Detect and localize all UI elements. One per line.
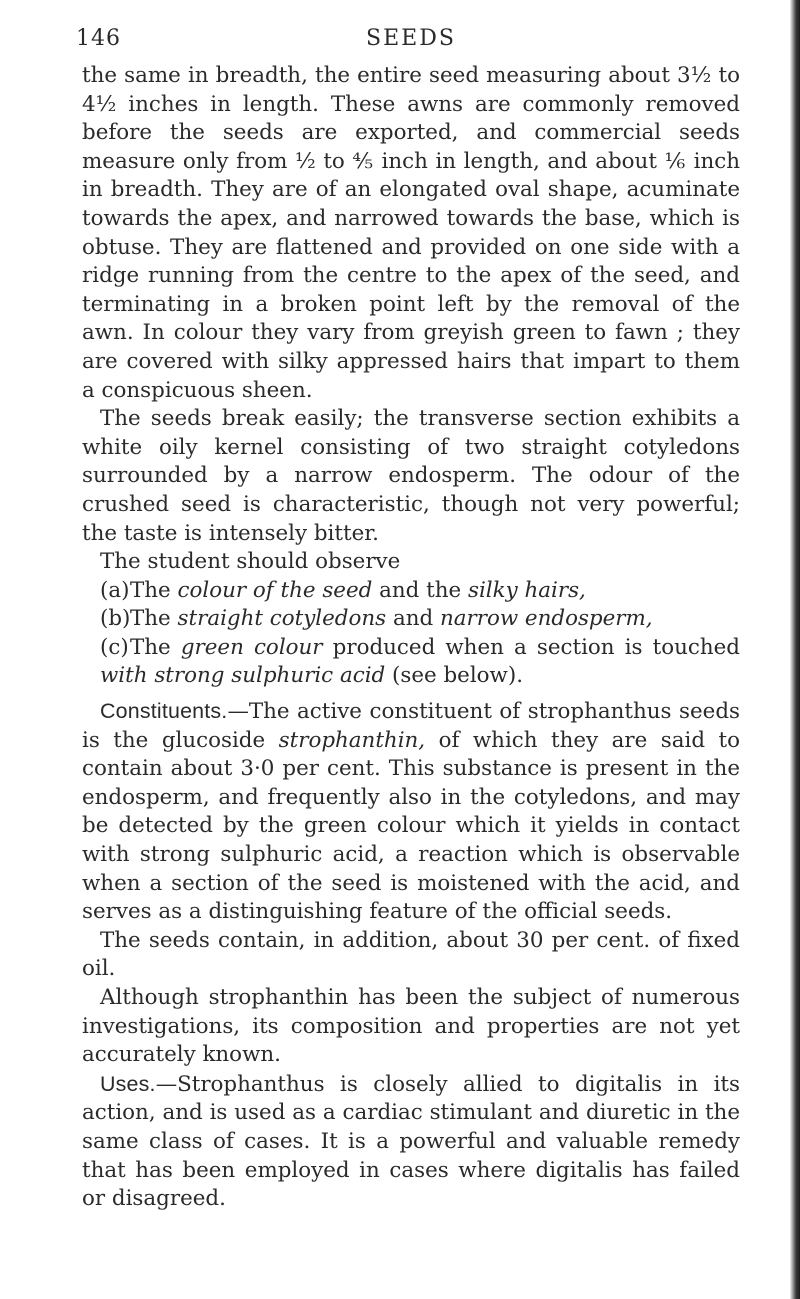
paragraph-constituents (82, 697, 740, 927)
page-number: 146 (76, 26, 121, 51)
observe-item-text: The (130, 577, 178, 603)
constituents-text: of which they are said to contain about 3·0 per cent. This substance is present in the endosperm, and frequently also in the cotyledons, and may be detected by the green colour which it yields in contact with strong sulphuric acid, a reaction which is observable when a section of the seed is moistened with the acid, and serves as a distinguishing feature of the official seeds. (82, 727, 740, 925)
paragraph-section-description: The seeds break easily; the transverse section exhibits a white oily kernel consisting of two straight cotyledons surrounded by a narrow endosperm. The odour of the crushed seed is characteristic, though not very powerful; the taste is intensely bitter. (82, 406, 740, 546)
constituents-heading: Constituents. (100, 699, 228, 724)
running-title: SEEDS (366, 26, 456, 51)
observe-item-marker: (a) (100, 577, 130, 603)
observe-item-a (82, 577, 740, 606)
observe-item-emphasis: straight cotyledons (177, 606, 387, 632)
page-edge-shadow (790, 0, 800, 1299)
observe-intro: The student should observe (100, 549, 401, 575)
constituents-emphasis: strophanthin, (278, 727, 426, 753)
observe-item-emphasis: green colour (180, 634, 323, 660)
paragraph-fixed-oil: The seeds contain, in addition, about 30 per cent. of fixed oil. (82, 927, 740, 982)
observe-item-text: and (386, 606, 440, 632)
uses-heading: Uses. (100, 1071, 156, 1096)
paragraph-strophanthin: Although strophanthin has been the subject of numerous investigations, its composition and properties are not yet accurately known. (82, 985, 740, 1068)
observe-item-marker: (b) (100, 606, 131, 632)
observe-item-emphasis: with strong sulphuric acid (100, 663, 386, 689)
observe-item-emphasis: narrow endosperm, (439, 606, 653, 632)
page-body (82, 62, 740, 1214)
observe-item-text: and the (372, 577, 468, 603)
observe-item-text: produced when a section is touched (322, 634, 740, 660)
observe-item-marker: (c) (100, 634, 129, 660)
observe-item-emphasis: colour of the seed (177, 577, 373, 603)
observe-item-text: The (130, 634, 181, 660)
uses-text: —Strophanthus is closely allied to digitalis in its action, and is used as a cardiac stimulant and diuretic in the same class of cases. It is a powerful and valuable remedy that has been employed in cases where digitalis has failed or disagreed. (82, 1071, 740, 1212)
paragraph-seed-description: the same in breadth, the entire seed measuring about 3½ to 4½ inches in length. These awns are commonly removed before the seeds are exported, and commercial seeds measure only from ½ to ⅘ inch in length, and about ⅙ inch in breadth. They are of an elongated oval shape, acuminate towards the apex, and narrowed towards the base, which is obtuse. They are flattened and provided on one side with a ridge running from the centre to the apex of the seed, and terminating in a broken point left by the removal of the awn. In colour they vary from greyish green to fawn ; they are covered with silky appressed hairs that impart to them a conspicuous sheen. (82, 63, 740, 403)
observe-item-text: The (130, 606, 178, 632)
observe-item-b (82, 605, 740, 634)
observe-item-text: (see below). (385, 663, 523, 689)
observe-item-emphasis: silky hairs, (467, 577, 586, 603)
paragraph-uses (82, 1070, 740, 1214)
page-header (76, 26, 756, 54)
observe-item-c (82, 634, 740, 691)
constituents-text: —The active constituent of strophanthus seeds is the glucoside (82, 699, 740, 753)
